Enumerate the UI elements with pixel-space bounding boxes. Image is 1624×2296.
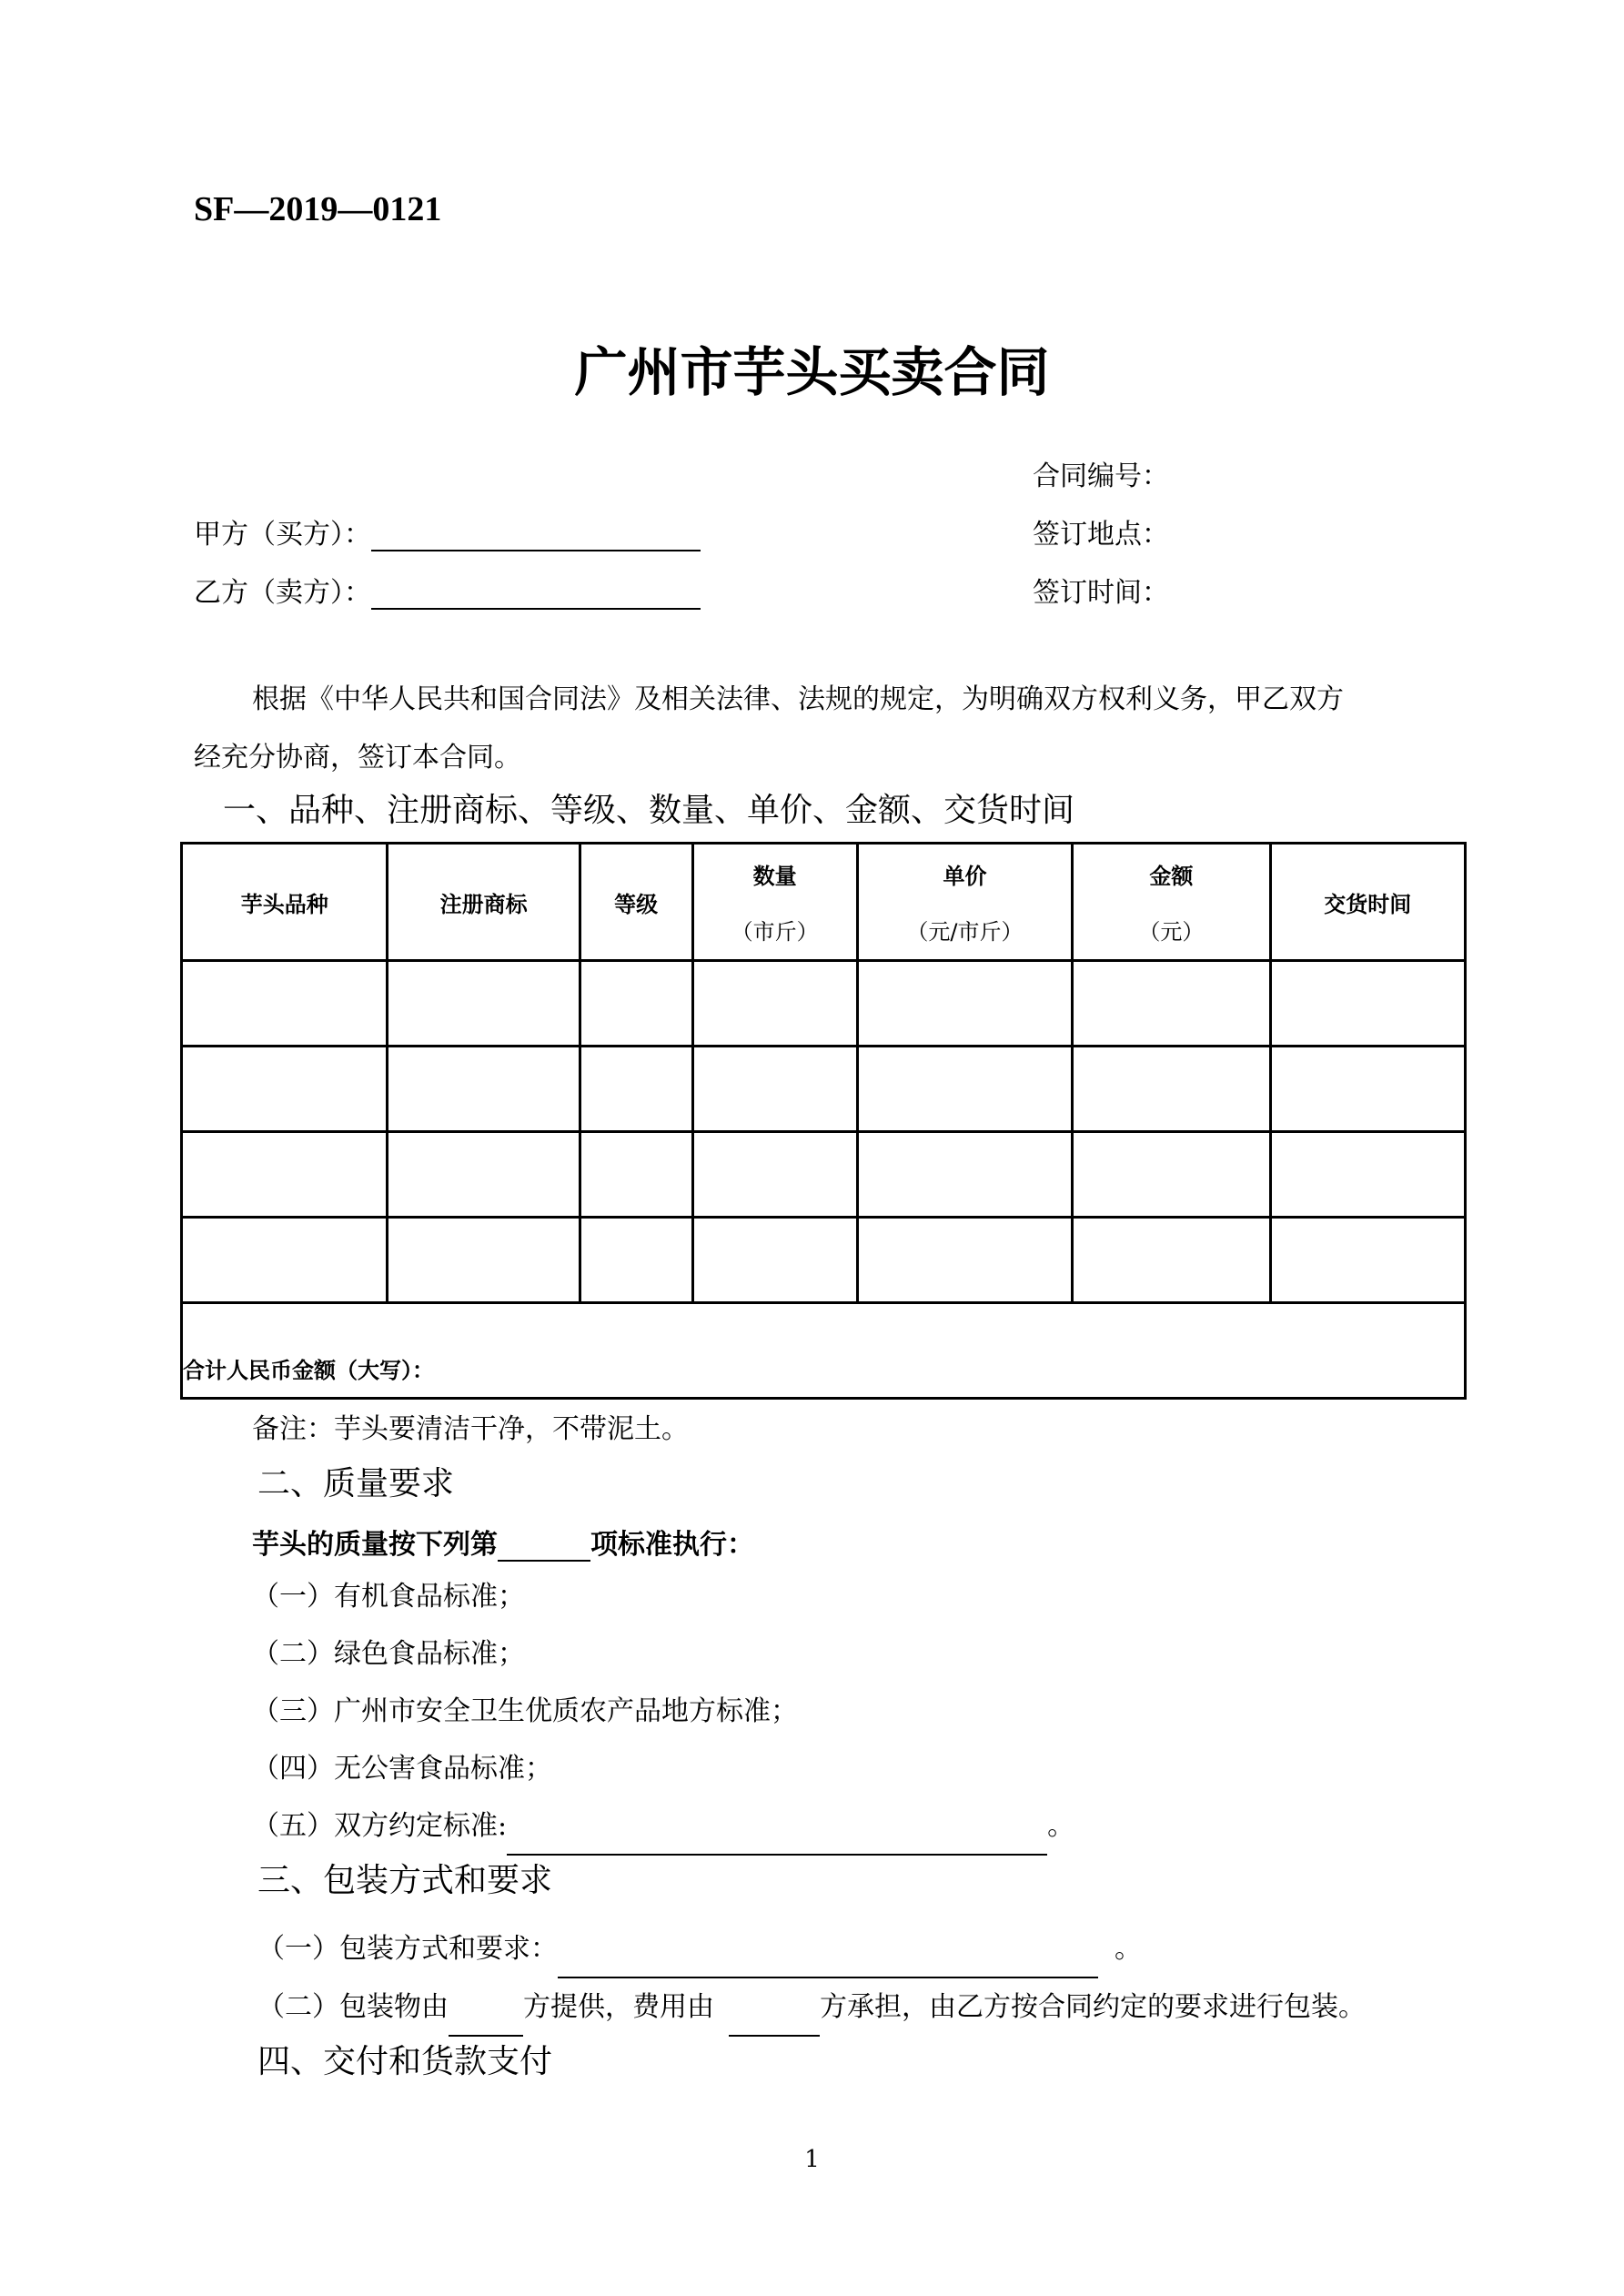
page-number: 1 xyxy=(804,2146,820,2173)
quality-item: （四）无公害食品标准； xyxy=(252,1753,552,1785)
quality-item: （三）广州市安全卫生优质农产品地方标准； xyxy=(252,1695,798,1727)
table-cell[interactable] xyxy=(1270,1218,1465,1303)
table-cell[interactable] xyxy=(580,1132,692,1218)
header-grade: 等级 xyxy=(580,844,692,961)
table-cell[interactable] xyxy=(692,1132,857,1218)
header-trademark: 注册商标 xyxy=(388,844,580,961)
table-cell[interactable] xyxy=(388,1218,580,1303)
party-b-label: 乙方（卖方）： xyxy=(194,577,371,609)
packaging-item-1: （一）包装方式和要求： 。 xyxy=(257,1920,1142,1978)
quality-item: （一）有机食品标准； xyxy=(252,1581,525,1613)
table-row xyxy=(182,1218,1466,1303)
quality-intro: 芋头的质量按下列第 项标准执行： xyxy=(252,1529,754,1561)
table-cell[interactable] xyxy=(182,961,388,1047)
header-amount: 金额 （元） xyxy=(1073,844,1270,961)
table-cell[interactable] xyxy=(388,1047,580,1132)
quality-item: （二）绿色食品标准； xyxy=(252,1638,525,1670)
table-cell[interactable] xyxy=(692,1218,857,1303)
quality-item-5: （五）双方约定标准: 。 xyxy=(252,1797,1074,1856)
party-a-label: 甲方（买方）： xyxy=(194,519,371,551)
intro-line-1: 根据《中华人民共和国合同法》及相关法律、法规的规定，为明确双方权利义务，甲乙双方 xyxy=(252,683,1344,715)
table-cell[interactable] xyxy=(857,1047,1073,1132)
party-b-field[interactable] xyxy=(371,579,701,610)
table-cell[interactable] xyxy=(692,1047,857,1132)
header-variety: 芋头品种 xyxy=(182,844,388,961)
table-cell[interactable] xyxy=(580,1047,692,1132)
intro-line-2: 经充分协商，签订本合同。 xyxy=(194,742,521,774)
document-title: 广州市芋头买卖合同 xyxy=(574,341,1050,403)
goods-table xyxy=(180,842,1467,1400)
packaging-cost-bearer-field[interactable] xyxy=(729,2006,820,2037)
table-cell[interactable] xyxy=(1073,1218,1270,1303)
sign-time-label: 签订时间： xyxy=(1033,577,1169,609)
party-a-field[interactable] xyxy=(371,521,701,551)
table-row xyxy=(182,1047,1466,1132)
header-unit-price: 单价 （元/市斤） xyxy=(857,844,1073,961)
table-total-row xyxy=(182,1303,1466,1399)
contract-number-label: 合同编号： xyxy=(1033,460,1169,492)
sign-place-label: 签订地点： xyxy=(1033,519,1169,551)
table-cell[interactable] xyxy=(1270,1047,1465,1132)
table-row xyxy=(182,1132,1466,1218)
goods-note: 备注：芋头要清洁干净，不带泥土。 xyxy=(252,1413,689,1445)
table-cell[interactable] xyxy=(1073,1047,1270,1132)
packaging-method-field[interactable] xyxy=(558,1947,1098,1978)
table-header-row xyxy=(182,844,1466,961)
packaging-item-2: （二）包装物由 方提供，费用由 方承担，由乙方按合同约定的要求进行包装。 xyxy=(257,1978,1366,2037)
table-cell[interactable] xyxy=(1270,961,1465,1047)
table-cell[interactable] xyxy=(182,1047,388,1132)
table-cell[interactable] xyxy=(857,1132,1073,1218)
table-cell[interactable] xyxy=(388,1132,580,1218)
section-3-heading: 三、包装方式和要求 xyxy=(257,1862,553,1899)
total-amount-label[interactable]: 合计人民币金额（大写）： xyxy=(182,1303,1466,1399)
table-row xyxy=(182,961,1466,1047)
document-code: SF—2019—0121 xyxy=(194,190,442,228)
table-cell[interactable] xyxy=(182,1218,388,1303)
party-b-row xyxy=(194,570,701,610)
table-cell[interactable] xyxy=(388,961,580,1047)
table-cell[interactable] xyxy=(1073,961,1270,1047)
section-4-heading: 四、交付和货款支付 xyxy=(257,2043,553,2080)
section-2-heading: 二、质量要求 xyxy=(257,1465,455,1502)
table-cell[interactable] xyxy=(580,1218,692,1303)
header-quantity: 数量 （市斤） xyxy=(692,844,857,961)
table-cell[interactable] xyxy=(857,1218,1073,1303)
table-cell[interactable] xyxy=(580,961,692,1047)
packaging-provider-field[interactable] xyxy=(449,2006,523,2037)
table-cell[interactable] xyxy=(1073,1132,1270,1218)
table-cell[interactable] xyxy=(182,1132,388,1218)
party-a-row xyxy=(194,511,701,551)
quality-standard-field[interactable] xyxy=(498,1531,590,1562)
table-cell[interactable] xyxy=(1270,1132,1465,1218)
table-cell[interactable] xyxy=(692,961,857,1047)
agreed-standard-field[interactable] xyxy=(507,1825,1047,1856)
section-1-heading: 一、品种、注册商标、等级、数量、单价、金额、交货时间 xyxy=(223,792,1075,829)
table-cell[interactable] xyxy=(857,961,1073,1047)
header-delivery-time: 交货时间 xyxy=(1270,844,1465,961)
